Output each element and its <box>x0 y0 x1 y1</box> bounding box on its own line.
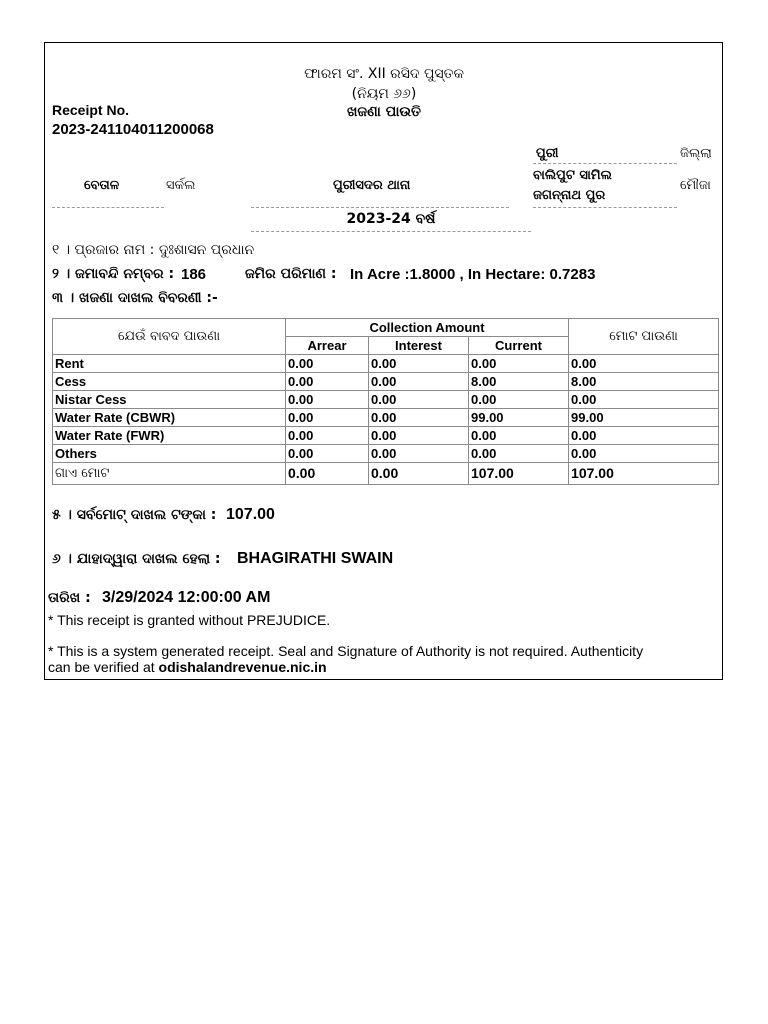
receipt-no-label: Receipt No. <box>52 102 130 118</box>
current-cell: 99.00 <box>469 409 569 427</box>
col-total-header: ମୋଟ ପାଉଣା <box>569 319 719 355</box>
col-arrear-header: Arrear <box>286 337 369 355</box>
mouza-value-line2: ଜଗନ୍ନାଥ ପୁର <box>533 188 606 203</box>
collection-table <box>52 318 719 485</box>
col-collection-header: Collection Amount <box>286 319 569 337</box>
col-desc-header: ଯେଉଁ ବାବଦ ପାଉଣା <box>53 319 286 355</box>
grand-total-row <box>53 463 719 485</box>
arrear-cell: 0.00 <box>286 373 369 391</box>
grand-total-label: ଗାଏ ମୋଟ <box>53 463 286 485</box>
row-label: Rent <box>53 355 286 373</box>
arrear-cell: 0.00 <box>286 409 369 427</box>
interest-cell: 0.00 <box>369 427 469 445</box>
verification-site: odishalandrevenue.nic.in <box>158 659 327 675</box>
grand-total-total: 107.00 <box>569 463 719 485</box>
total-cell: 0.00 <box>569 355 719 373</box>
thana: ପୁରୀସଦର ଥାନା <box>333 178 411 193</box>
total-paid: 107.00 <box>226 506 275 523</box>
form-title: ଫାରମ ସଂ. XII ରସିଦ ପୁସ୍ତକ <box>304 66 464 82</box>
receipt-date: 3/29/2024 12:00:00 AM <box>102 589 271 606</box>
circle-label: ସର୍କଲ <box>166 178 196 193</box>
table-row <box>53 427 719 445</box>
interest-cell: 0.00 <box>369 409 469 427</box>
current-cell: 0.00 <box>469 355 569 373</box>
current-cell: 0.00 <box>469 445 569 463</box>
total-cell: 8.00 <box>569 373 719 391</box>
col-interest-header: Interest <box>369 337 469 355</box>
mouza-underline <box>533 207 677 208</box>
thana-underline <box>251 207 509 208</box>
row-label: Cess <box>53 373 286 391</box>
table-row <box>53 355 719 373</box>
khata-no: 186 <box>181 266 207 283</box>
tenant-line: ୧ । ପ୍ରଜାର ନାମ : ଦୁଃଶାସନ ପ୍ରଧାନ <box>52 242 255 258</box>
receipt-no: 2023-241104011200068 <box>52 121 214 138</box>
total-cell: 99.00 <box>569 409 719 427</box>
current-cell: 0.00 <box>469 427 569 445</box>
table-header-row <box>53 319 719 337</box>
receipt-heading: ଖଜଣା ପାଉତି <box>346 104 422 120</box>
grand-total-arrear: 0.00 <box>286 463 369 485</box>
note-prejudice: * This receipt is granted without PREJUDICE. <box>48 612 331 628</box>
row-label: Nistar Cess <box>53 391 286 409</box>
rule-reference: (ନିୟମ ୬୬) <box>351 86 417 102</box>
circle-underline <box>52 207 164 208</box>
grand-total-interest: 0.00 <box>369 463 469 485</box>
note-system-generated: * This is a system generated receipt. Seal and Signature of Authority is not required. Authenticity <box>48 643 644 659</box>
section3-label: ୩ । ଖଜଣା ଦାଖଲ ବିବରଣୀ :- <box>52 290 218 306</box>
table-row <box>53 373 719 391</box>
payer-name: BHAGIRATHI SWAIN <box>237 550 394 567</box>
total-paid-label: ୫ । ସର୍ବମୋଟ୍ ଦାଖଲ ଟଙ୍କା : <box>52 507 217 523</box>
note-verify <box>48 659 327 675</box>
interest-cell: 0.00 <box>369 391 469 409</box>
arrear-cell: 0.00 <box>286 445 369 463</box>
date-label: ତାରିଖ : <box>48 590 91 606</box>
circle-value: ବେତାଳ <box>84 178 120 193</box>
grand-total-current: 107.00 <box>469 463 569 485</box>
area-label: ଜମିର ପରିମାଣ : <box>245 266 337 282</box>
current-cell: 8.00 <box>469 373 569 391</box>
col-current-header: Current <box>469 337 569 355</box>
district-label: ଜିଲ୍ଲା <box>680 146 712 161</box>
row-label: Water Rate (FWR) <box>53 427 286 445</box>
table-row <box>53 409 719 427</box>
arrear-cell: 0.00 <box>286 355 369 373</box>
year-underline <box>251 231 531 232</box>
district-value: ପୁରୀ <box>536 146 559 161</box>
table-row <box>53 445 719 463</box>
arrear-cell: 0.00 <box>286 427 369 445</box>
row-label: Water Rate (CBWR) <box>53 409 286 427</box>
year: 2023-24 ବର୍ଷ <box>346 211 436 227</box>
note-verify-text: can be verified at <box>48 659 155 675</box>
interest-cell: 0.00 <box>369 373 469 391</box>
payer-label: ୬ । ଯାହାଦ୍ୱାରା ଦାଖଲ ହେଲା : <box>52 551 221 567</box>
table-row <box>53 391 719 409</box>
total-cell: 0.00 <box>569 427 719 445</box>
mouza-label: ମୌଜା <box>680 178 711 193</box>
district-underline <box>533 163 677 164</box>
total-cell: 0.00 <box>569 445 719 463</box>
khata-label: ୨ । ଜମାବନ୍ଦି ନମ୍ବର : <box>52 266 175 282</box>
area-value: In Acre :1.8000 , In Hectare: 0.7283 <box>350 266 596 283</box>
interest-cell: 0.00 <box>369 355 469 373</box>
interest-cell: 0.00 <box>369 445 469 463</box>
arrear-cell: 0.00 <box>286 391 369 409</box>
mouza-value-line1: ବାଲିପୁଟ ସାମିଲ <box>533 168 612 183</box>
total-cell: 0.00 <box>569 391 719 409</box>
current-cell: 0.00 <box>469 391 569 409</box>
row-label: Others <box>53 445 286 463</box>
